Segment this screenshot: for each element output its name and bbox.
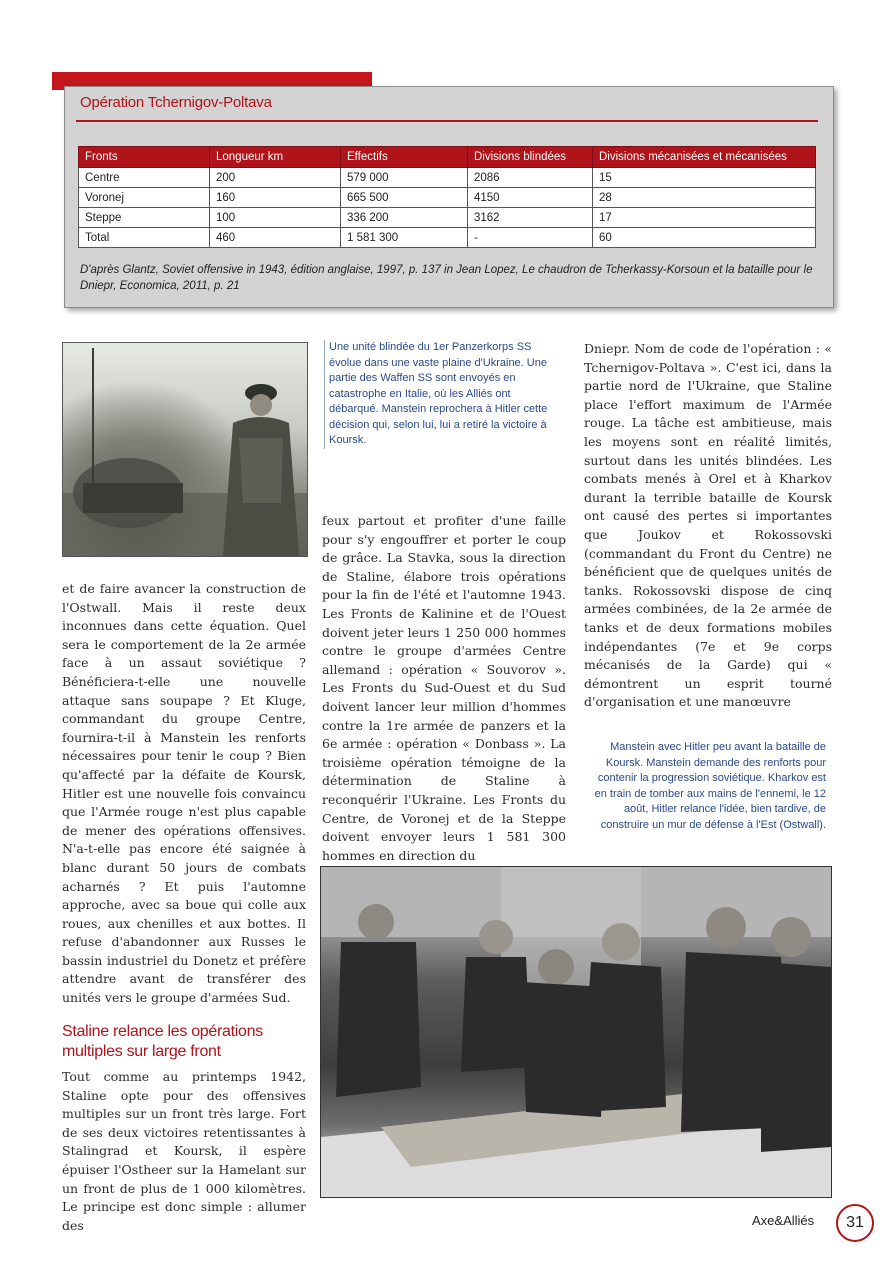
forces-table [78, 146, 816, 248]
col-header: Divisions blindées [468, 147, 593, 168]
page-number: 31 [836, 1204, 874, 1242]
table-cell: 4150 [468, 188, 593, 208]
table-row [79, 188, 816, 208]
table-header-row [79, 147, 816, 168]
paragraph: Dniepr. Nom de code de l'opération : « Tchernigov-Poltava ». C'est ici, dans la partie nord de l'Ukraine, que Staline place l'effort maximum de l'Armée rouge. La tâche est ambitieuse, mais les moyens sont en réalité limités, surtout dans les unités blindées. Les combats menés à Orel et à Kharkov durant la terrible bataille de Koursk ont causé des pertes si importantes que Joukov et Rokossovski (commandant du Front du Centre) ne bénéficient que de quelques unités de tanks. Rokossovski dispose de cinq armées combinées, de la 2e armée de tanks et de deux formations mobiles indépendantes (7e et 9e corps mécanisés de la Garde) qui « démontrent un esprit tourné d'organisation et une manœuvre [584, 341, 832, 710]
table-cell: 460 [210, 228, 341, 248]
table-cell: 28 [593, 188, 816, 208]
table-source-note: D'après Glantz, Soviet offensive in 1943, édition anglaise, 1997, p. 137 in Jean Lopez, Le chaudron de Tcherkassy-Korsoun et la bataille pour le Dniepr, Economica, 2011, p. 21 [80, 264, 813, 292]
magazine-name: Axe&Alliés [752, 1213, 815, 1228]
caption-manstein-hitler: Manstein avec Hitler peu avant la bataille de Koursk. Manstein demande des renforts pour contenir la progression soviétique. Kharkov est en train de tomber aux mains de l'ennemi, le 12 août, Hitler relance l'idée, bien tardive, de construire un mur de défense à l'Est (Ostwall). [594, 741, 826, 831]
table-cell: Voronej [79, 188, 210, 208]
photo-officers-illustration [321, 867, 831, 1197]
table-cell: 17 [593, 208, 816, 228]
col-header: Effectifs [341, 147, 468, 168]
body-column-3 [584, 340, 832, 712]
box-title-rule [76, 120, 818, 122]
table-cell: Steppe [79, 208, 210, 228]
table-row [79, 228, 816, 248]
table-cell: 200 [210, 168, 341, 188]
box-title: Opération Tchernigov-Poltava [80, 94, 272, 111]
table-cell: 100 [210, 208, 341, 228]
photo-officer-tank-illustration [63, 343, 307, 556]
table-row [79, 208, 816, 228]
body-column-1 [62, 580, 306, 1008]
table-cell: 665 500 [341, 188, 468, 208]
paragraph: Tout comme au printemps 1942, Staline opte pour des offensives multiples sur un front très large. Fort de ses deux victoires retentissantes à Stalingrad et Koursk, il espère épuiser l'Ostheer sur la Hamelant sur un front de plus de 1 000 kilomètres. Le principe est donc simple : allumer des [62, 1069, 306, 1233]
paragraph: feux partout et profiter d'une faille pour s'y engouffrer et porter le coup de grâce. La Stavka, sous la direction de Staline, élabore trois opérations pour la fin de l'été et l'automne 1943. Les Fronts de Kalinine et de l'Ouest doivent jeter leurs 1 250 000 hommes contre le groupe d'armées Centre allemand : opération « Souvorov ». Les Fronts du Sud-Ouest et du Sud doivent lancer leur million d'hommes contre la 1re armée de panzers et la 6e armée : opération « Donbass ». La troisième opération témoigne de la détermination de Staline à reconquérir l'Ukraine. Les Fronts du Centre, de Voronej et de la Steppe doivent envoyer leurs 1 581 300 hommes en direction du [322, 513, 566, 863]
table-cell: 336 200 [341, 208, 468, 228]
table-cell: Total [79, 228, 210, 248]
col-header: Divisions mécanisées et mécanisées [593, 147, 816, 168]
paragraph: et de faire avancer la construction de l'Ostwall. Mais il reste deux inconnues dans cette équation. Quel sera le comportement de la 2e armée face à un assaut soviétique ? Bénéficiera-t-elle une nouvelle attaque sans soupape ? Et Kluge, commandant du groupe Centre, fournira-t-il à Manstein les renforts nécessaires pour tenir le coup ? Bien qu'affecté par la défaite de Koursk, Hitler est une nouvelle fois convaincu que l'Armée rouge n'est plus capable de mener des opérations offensives. N'a-t-elle pas encore été saignée à blanc durant 50 jours de combats acharnés ? Et puis l'automne approche, avec sa boue qui colle aux roues, aux chenilles et aux bottes. Il refuse d'abandonner aux Russes le bassin industriel du Donetz et préfère attendre avant de transférer des unités vers le groupe d'armées Sud. [62, 581, 306, 1006]
table-cell: 160 [210, 188, 341, 208]
table-cell: Centre [79, 168, 210, 188]
table-cell: 2086 [468, 168, 593, 188]
caption-panzer: Une unité blindée du 1er Panzerkorps SS évolue dans une vaste plaine d'Ukraine. Une partie des Waffen SS sont envoyés en catastrophe en Italie, où les Alliés ont débarqué. Manstein reprochera à Hitler cette décision qui, selon lui, lui a retiré la victoire à Koursk. [324, 340, 559, 449]
table-cell: - [468, 228, 593, 248]
col-header: Longueur km [210, 147, 341, 168]
table-cell: 1 581 300 [341, 228, 468, 248]
body-column-2 [322, 512, 566, 865]
section-heading: Staline relance les opérations multiples sur large front [62, 1023, 263, 1060]
table-cell: 579 000 [341, 168, 468, 188]
table-cell: 60 [593, 228, 816, 248]
table-row [79, 168, 816, 188]
table-cell: 3162 [468, 208, 593, 228]
photo-officer-tank [62, 342, 308, 557]
table-cell: 15 [593, 168, 816, 188]
photo-officers-map-table [320, 866, 832, 1198]
body-column-1-continued [62, 1068, 306, 1235]
col-header: Fronts [79, 147, 210, 168]
